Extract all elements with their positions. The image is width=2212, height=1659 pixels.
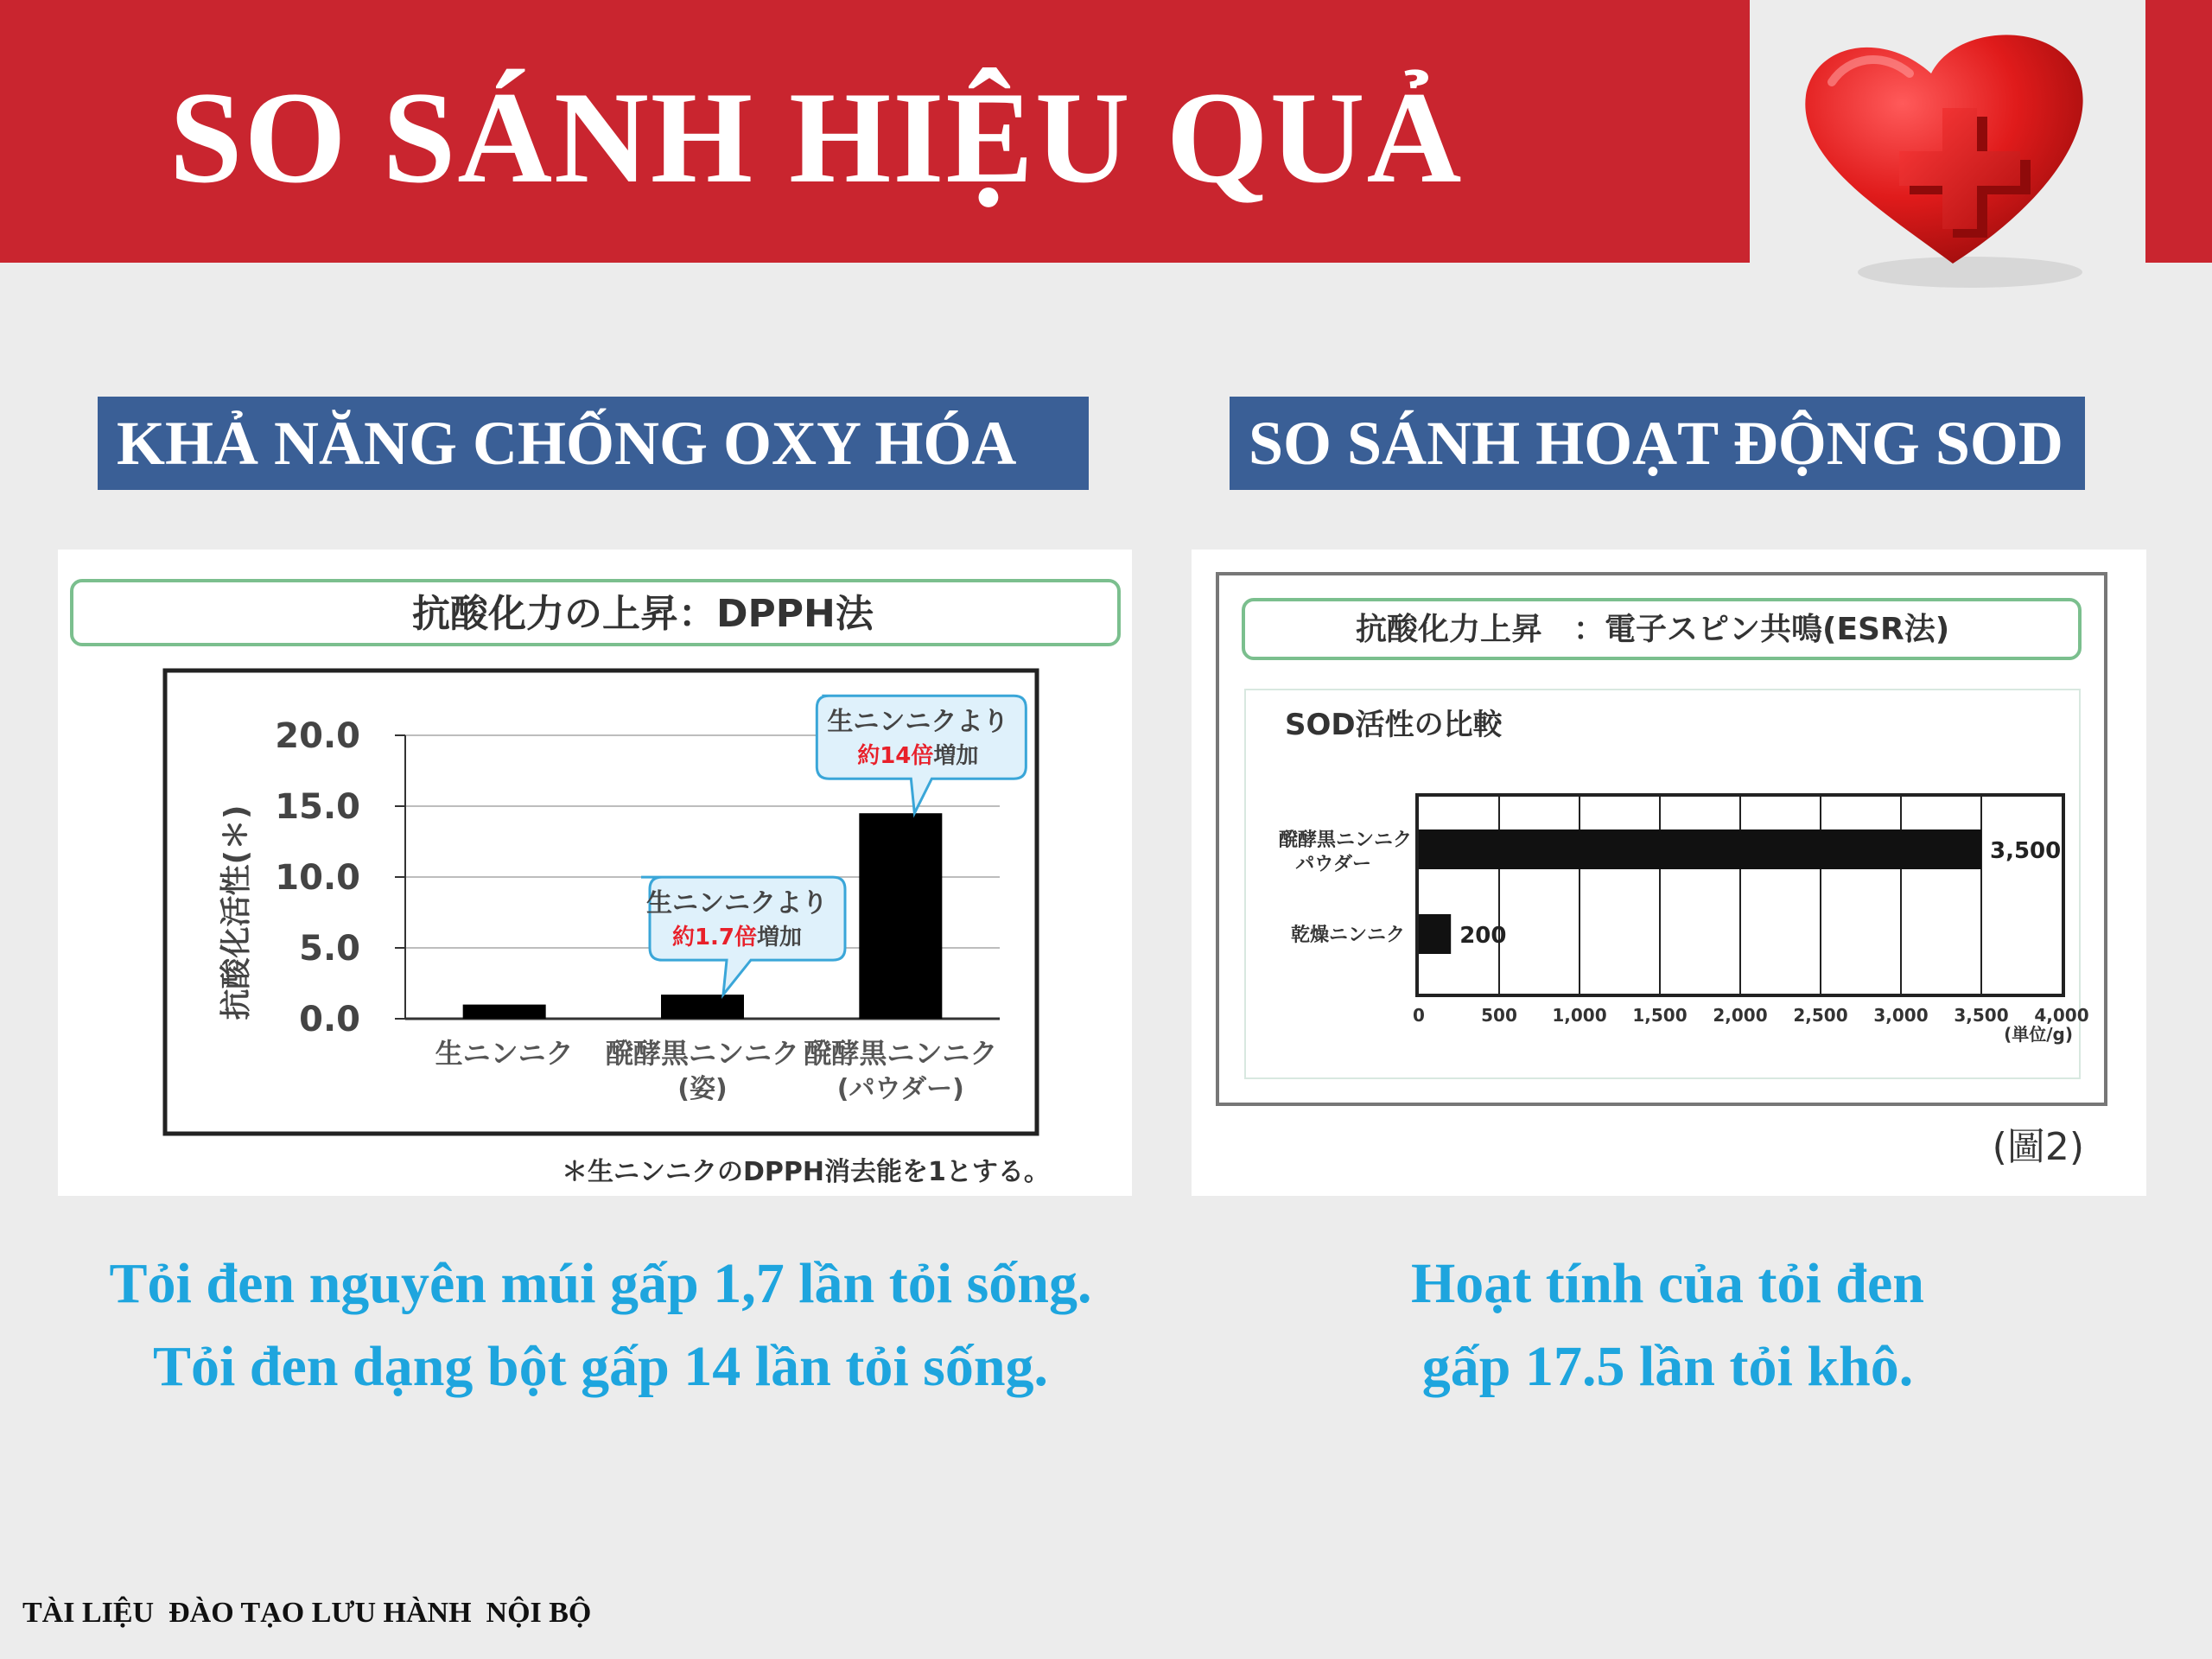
title-bar xyxy=(0,0,1750,263)
dpph-category-sublabel: (姿) xyxy=(677,1074,728,1104)
dpph-y-tick-label: 5.0 xyxy=(299,929,360,969)
right-caption-line-2: gấp 17.5 lần tỏi khô. xyxy=(1421,1335,1914,1398)
dpph-y-axis-label: 抗酸化活性(＊) xyxy=(219,804,254,1020)
dpph-bar-chart xyxy=(58,550,1132,1196)
dpph-y-tick-label: 0.0 xyxy=(299,1000,360,1039)
sod-category-label: 乾燥ニンニク xyxy=(1290,925,1405,946)
figure-label: (圖2) xyxy=(1992,1125,2084,1169)
sod-x-tick-label: 500 xyxy=(1481,1005,1517,1026)
dpph-bar xyxy=(661,995,744,1019)
dpph-callout-highlight: 約14倍 xyxy=(857,743,934,770)
left-caption xyxy=(0,1243,1201,1408)
sod-x-tick-label: 2,500 xyxy=(1793,1005,1848,1026)
sod-category-label: 醗酵黒ニンニク xyxy=(1278,830,1412,851)
dpph-chart-title: 抗酸化力の上昇：DPPH法 xyxy=(412,592,874,636)
sod-x-tick-label: 0 xyxy=(1413,1005,1425,1026)
sod-value-label: 200 xyxy=(1459,923,1507,949)
dpph-callout-line2 xyxy=(672,924,802,950)
dpph-category-label: 醗酵黒ニンニク xyxy=(605,1037,800,1070)
page-title: SO SÁNH HIỆU QUẢ xyxy=(169,65,1464,210)
dpph-category-label: 生ニンニク xyxy=(435,1037,574,1070)
right-caption-line-1: Hoạt tính của tỏi đen xyxy=(1410,1252,1925,1315)
dpph-footnote: ＊生ニンニクのDPPH消去能を1とする。 xyxy=(562,1157,1050,1187)
dpph-callout-line2 xyxy=(857,742,978,769)
dpph-callout-suffix: 増加 xyxy=(757,925,803,951)
footer-note: TÀI LIỆU ĐÀO TẠO LƯU HÀNH NỘI BỘ xyxy=(22,1597,592,1629)
left-caption-line-2: Tỏi đen dạng bột gấp 14 lần tỏi sống. xyxy=(152,1335,1049,1398)
left-caption-line-1: Tỏi đen nguyên múi gấp 1,7 lần tỏi sống. xyxy=(109,1252,1092,1315)
sod-x-tick-label: 4,000 xyxy=(2034,1005,2089,1026)
sod-bar xyxy=(1419,830,1981,869)
sod-unit-label: (単位/g) xyxy=(2004,1024,2073,1045)
left-section-header: KHẢ NĂNG CHỐNG OXY HÓA xyxy=(98,397,1089,490)
dpph-y-tick-label: 15.0 xyxy=(275,787,360,827)
dpph-bar xyxy=(463,1005,546,1019)
sod-bar-chart xyxy=(1192,550,2146,1196)
sod-category-sublabel: パウダー xyxy=(1295,854,1371,875)
dpph-category-sublabel: (パウダー) xyxy=(836,1074,964,1104)
dpph-category-label: 醗酵黒ニンニク xyxy=(804,1037,998,1070)
sod-x-tick-label: 3,500 xyxy=(1954,1005,2009,1026)
sod-x-tick-label: 1,000 xyxy=(1552,1005,1607,1026)
heart-cross-icon xyxy=(1780,13,2126,298)
dpph-callout-line1: 生ニンニクより xyxy=(827,707,1009,738)
sod-chart-title: 抗酸化力上昇 ：電子スピン共鳴(ESR法) xyxy=(1356,612,1950,647)
sod-x-tick-label: 2,000 xyxy=(1713,1005,1768,1026)
dpph-bar xyxy=(859,813,942,1019)
dpph-y-tick-label: 20.0 xyxy=(275,716,360,756)
right-section-header: SO SÁNH HOẠT ĐỘNG SOD xyxy=(1230,397,2085,490)
dpph-y-tick-label: 10.0 xyxy=(275,858,360,898)
dpph-chart-panel xyxy=(58,550,1132,1196)
sod-x-tick-label: 1,500 xyxy=(1632,1005,1688,1026)
dpph-callout-line1: 生ニンニクより xyxy=(646,888,828,919)
sod-chart-subtitle: SOD活性の比較 xyxy=(1285,708,1503,742)
sod-chart-panel xyxy=(1192,550,2146,1196)
title-accent-bar xyxy=(2145,0,2212,263)
dpph-callout-highlight: 約1.7倍 xyxy=(671,925,758,951)
sod-x-tick-label: 3,000 xyxy=(1873,1005,1929,1026)
sod-value-label: 3,500 xyxy=(1990,838,2062,864)
dpph-callout-suffix: 増加 xyxy=(933,743,979,770)
right-caption xyxy=(1253,1243,2082,1408)
sod-bar xyxy=(1419,914,1451,954)
